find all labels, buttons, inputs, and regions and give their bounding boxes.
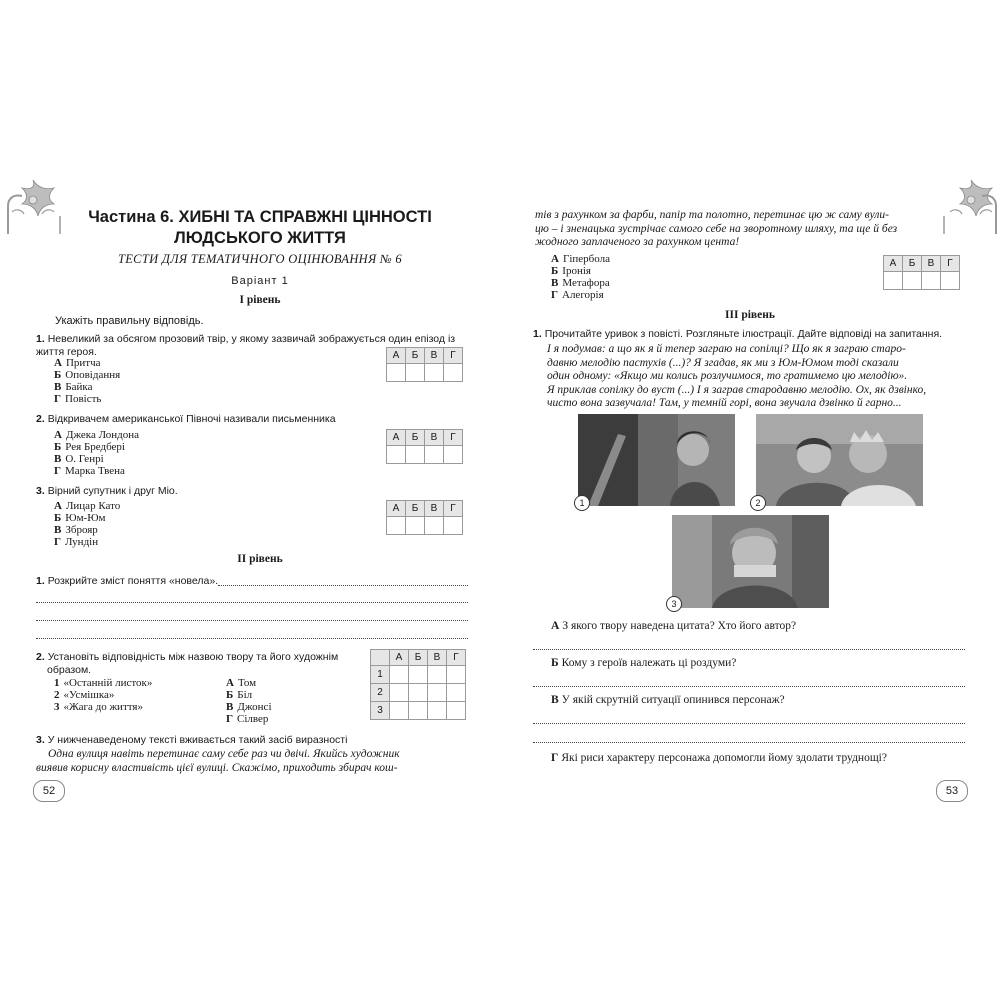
option-g[interactable]: Г Повість [54, 393, 102, 405]
answer-cell[interactable] [406, 517, 425, 535]
matching-grid: А Б В Г 1 2 3 [370, 649, 466, 720]
answer-cell[interactable] [387, 446, 406, 464]
answer-cell[interactable] [390, 684, 409, 702]
answer-cell[interactable] [387, 364, 406, 382]
option-b[interactable]: Б Оповідання [54, 369, 121, 381]
option-a[interactable]: А Притча [54, 357, 101, 369]
photo-number-badge: 3 [666, 596, 682, 612]
option-a[interactable]: А Джека Лондона [54, 429, 140, 441]
question-text: У нижченаведеному тексті вживається такий засіб виразності [47, 734, 348, 746]
hero-option: В Джонсі [226, 701, 272, 713]
answer-cell[interactable] [428, 666, 447, 684]
answer-cell[interactable] [409, 702, 428, 720]
page-subtitle: ТЕСТИ ДЛЯ ТЕМАТИЧНОГО ОЦІНЮВАННЯ № 6 [118, 252, 402, 266]
level-2-heading: ІІ рівень [237, 553, 283, 565]
page-number: 53 [936, 780, 968, 802]
question-number: 1. [36, 333, 45, 345]
sub-question-a: А З якого твору наведена цитата? Хто його автор? [551, 620, 797, 632]
level-2-question-1: 1. Розкрийте зміст поняття «новела». [36, 575, 219, 587]
answer-cell[interactable] [406, 446, 425, 464]
option-g[interactable]: Г Лундін [54, 536, 99, 548]
page-number: 52 [33, 780, 65, 802]
illustration-photo-3 [672, 515, 829, 608]
answer-cell[interactable] [444, 446, 463, 464]
answer-cell[interactable] [390, 702, 409, 720]
quote-continuation: тів з рахунком за фарби, папір та полотно, перетинає цю ж саму вули- цю – і зненацька зустрічає самого себе на зворотному шляху, та ще й без жодного заплаченого за рахунком цента! [535, 209, 898, 248]
option-b[interactable]: Б Рея Бредбері [54, 441, 125, 453]
answer-cell[interactable] [922, 272, 941, 290]
question-text: Вірний супутник і друг Міо. [47, 485, 178, 497]
instruction-text: Укажіть правильну відповідь. [55, 315, 204, 327]
option-v[interactable]: В Метафора [551, 277, 610, 289]
answer-cell[interactable] [941, 272, 960, 290]
answer-grid: А Б В Г [883, 255, 960, 290]
answer-line[interactable] [36, 619, 468, 621]
option-v[interactable]: В О. Генрі [54, 453, 104, 465]
sub-question-g: Г Які риси характеру персонажа допомогли йому здолати труднощі? [551, 752, 887, 764]
answer-cell[interactable] [428, 684, 447, 702]
level-1-heading: І рівень [239, 294, 281, 306]
answer-cell[interactable] [390, 666, 409, 684]
option-a[interactable]: А Гіпербола [551, 253, 610, 265]
illustration-photo-1 [578, 414, 735, 506]
option-a[interactable]: А Лицар Като [54, 500, 121, 512]
answer-grid: А Б В Г [386, 500, 463, 535]
answer-line[interactable] [533, 722, 965, 724]
answer-cell[interactable] [884, 272, 903, 290]
option-g[interactable]: Г Алегорія [551, 289, 604, 301]
answer-cell[interactable] [425, 364, 444, 382]
level-3-question-1: 1. Прочитайте уривок з повісті. Розгляньте ілюстрації. Дайте відповіді на запитання. [533, 328, 943, 340]
question-3: 3. Вірний супутник і друг Міо. [36, 485, 178, 497]
option-b[interactable]: Б Юм-Юм [54, 512, 106, 524]
answer-line[interactable] [533, 648, 965, 650]
answer-cell[interactable] [409, 666, 428, 684]
answer-grid: А Б В Г [386, 429, 463, 464]
answer-line[interactable] [36, 601, 468, 603]
hero-option: Б Біл [226, 689, 253, 701]
illustration-photo-2 [756, 414, 923, 506]
level-2-question-2: 2. Установіть відповідність між назвою твору та його художнім образом. [36, 651, 339, 676]
answer-cell[interactable] [444, 364, 463, 382]
right-page [500, 0, 1000, 1000]
answer-cell[interactable] [406, 364, 425, 382]
option-v[interactable]: В Зброяр [54, 524, 98, 536]
answer-cell[interactable] [447, 684, 466, 702]
hero-option: А Том [226, 677, 257, 689]
question-text: Прочитайте уривок з повісті. Розгляньте ілюстрації. Дайте відповіді на запитання. [544, 328, 943, 340]
photo-number-badge: 2 [750, 495, 766, 511]
sub-question-b: Б Кому з героїв належать ці роздуми? [551, 657, 737, 669]
level-3-heading: ІІІ рівень [725, 309, 775, 321]
sub-question-v: В У якій скрутній ситуації опинився персонаж? [551, 694, 785, 706]
option-b[interactable]: Б Іронія [551, 265, 591, 277]
answer-cell[interactable] [903, 272, 922, 290]
level-2-question-3: 3. У нижченаведеному тексті вживається такий засіб виразності [36, 734, 348, 746]
answer-line[interactable] [36, 637, 468, 639]
option-v[interactable]: В Байка [54, 381, 93, 393]
work-item: 1 «Останній листок» [54, 677, 153, 689]
page-title [60, 207, 460, 249]
answer-line[interactable] [218, 584, 468, 586]
question-text: Розкрийте зміст поняття «новела». [47, 575, 219, 587]
answer-cell[interactable] [425, 446, 444, 464]
answer-cell[interactable] [447, 702, 466, 720]
work-item: 2 «Усмішка» [54, 689, 115, 701]
answer-cell[interactable] [447, 666, 466, 684]
title-line-2: ЛЮДСЬКОГО ЖИТТЯ [174, 229, 346, 247]
work-item: 3 «Жага до життя» [54, 701, 143, 713]
hero-option: Г Сілвер [226, 713, 269, 725]
variant-label: Варіант 1 [231, 275, 289, 287]
title-line-1: Частина 6. ХИБНІ ТА СПРАВЖНІ ЦІННОСТІ [88, 208, 432, 226]
answer-line[interactable] [533, 741, 965, 743]
answer-cell[interactable] [409, 684, 428, 702]
corner-ornament-icon [2, 176, 64, 238]
answer-cell[interactable] [425, 517, 444, 535]
quote-text: Одна вулиця навіть перетинає саму себе раз чи двічі. Якийсь художник виявив корисну властивість цієї вулиці. Скажімо, приходить збирач кош- [36, 748, 400, 774]
question-text: Невеликий за обсягом прозовий твір, у якому зазвичай зображується один епізод із життя героя. [36, 333, 456, 358]
story-passage: І я подумав: а що як я й тепер заграю на сопілці? Що як я заграю старо- давню мелодію пастухів (...)? Я згадав, як ми з Юм-Юмом тоді сказали один одному: «Якщо ми колись розлучимося, то гратимемо цю мелодію». Я приклав сопілку до вуст (...) І я заграв стародавню мелодію. Ох, як дзвінко, чисто вона зазвучала! Там, у темній горі, вона звучала дзвінко й гарно... [547, 343, 927, 409]
option-g[interactable]: Г Марка Твена [54, 465, 125, 477]
question-2: 2. Відкривачем американської Півночі називали письменника [36, 413, 336, 425]
answer-cell[interactable] [428, 702, 447, 720]
answer-cell[interactable] [444, 517, 463, 535]
photo-number-badge: 1 [574, 495, 590, 511]
answer-cell[interactable] [387, 517, 406, 535]
answer-grid: А Б В Г [386, 347, 463, 382]
question-text: Відкривачем американської Півночі називали письменника [47, 413, 336, 425]
answer-line[interactable] [533, 685, 965, 687]
